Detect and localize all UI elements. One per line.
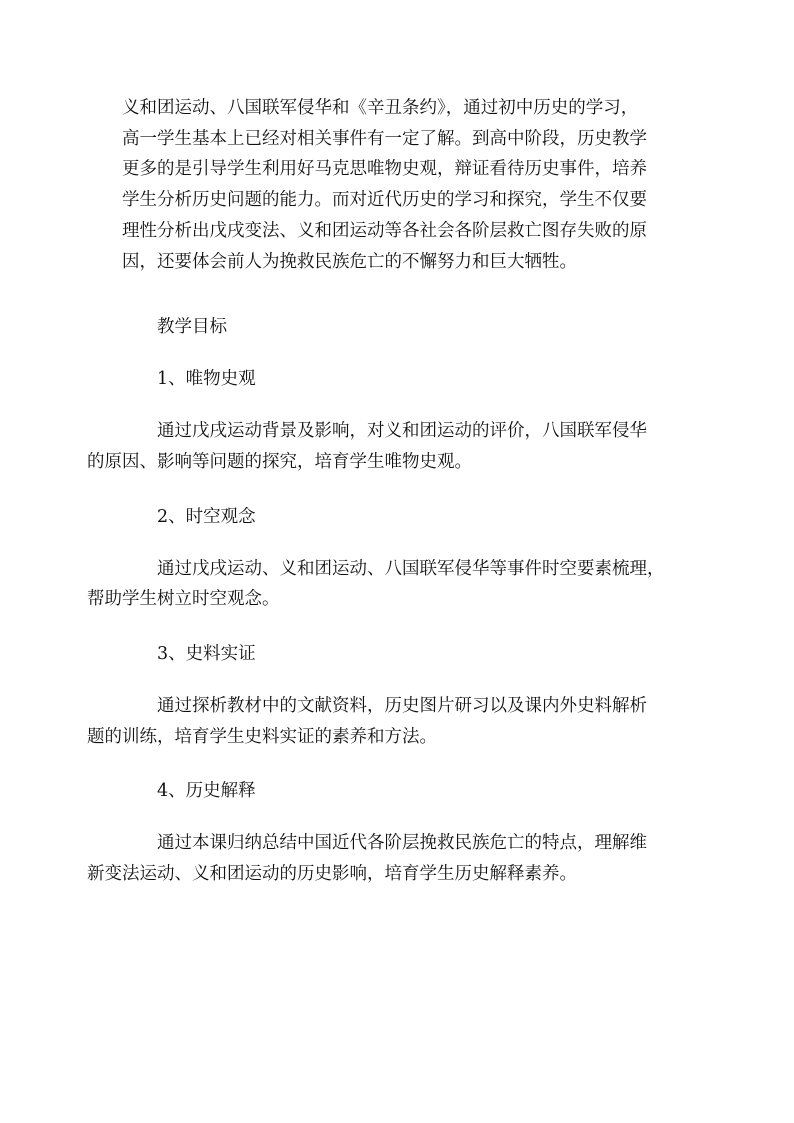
section-heading-objectives: 教学目标	[157, 317, 227, 338]
objective-title-1: 1、唯物史观	[157, 369, 256, 390]
text-line: 帮助学生树立时空观念。	[87, 589, 280, 610]
objective-body-3	[87, 691, 672, 752]
text-line: 因，还要体会前人为挽救民族危亡的不懈努力和巨大牺牲。	[122, 251, 577, 272]
text-line: 题的训练，培育学生史料实证的素养和方法。	[87, 726, 437, 747]
text-line: 更多的是引导学生利用好马克思唯物史观，辩证看待历史事件，培养	[122, 159, 647, 180]
text-line: 新变法运动、义和团运动的历史影响，培育学生历史解释素养。	[87, 864, 577, 885]
text-line: 理性分析出戊戌变法、义和团运动等各社会各阶层救亡图存失败的原	[122, 220, 647, 241]
objective-body-4	[87, 828, 672, 889]
text-line: 通过探析教材中的文献资料，历史图片研习以及课内外史料解析	[157, 696, 647, 717]
text-line: 的原因、影响等问题的探究，培育学生唯物史观。	[87, 451, 472, 472]
text-line: 义和团运动、八国联军侵华和《辛丑条约》，通过初中历史的学习，	[122, 98, 639, 118]
text-line: 高一学生基本上已经对相关事件有一定了解。到高中阶段，历史教学	[122, 128, 647, 149]
text-line: 通过戊戌运动背景及影响，对义和团运动的评价，八国联军侵华	[157, 421, 647, 442]
intro-paragraph	[122, 93, 672, 277]
objective-title-4: 4、历史解释	[157, 781, 256, 802]
text-line: 学生分析历史问题的能力。而对近代历史的学习和探究，学生不仅要	[122, 190, 647, 211]
objective-body-2	[87, 554, 672, 615]
text-line: 通过戊戌运动、义和团运动、八国联军侵华等事件时空要素梳理，	[157, 558, 665, 579]
objective-body-1	[87, 416, 672, 477]
text-line: 通过本课归纳总结中国近代各阶层挽救民族危亡的特点，理解维	[157, 833, 647, 854]
objective-title-3: 3、史料实证	[157, 644, 256, 665]
objective-title-2: 2、时空观念	[157, 506, 256, 527]
